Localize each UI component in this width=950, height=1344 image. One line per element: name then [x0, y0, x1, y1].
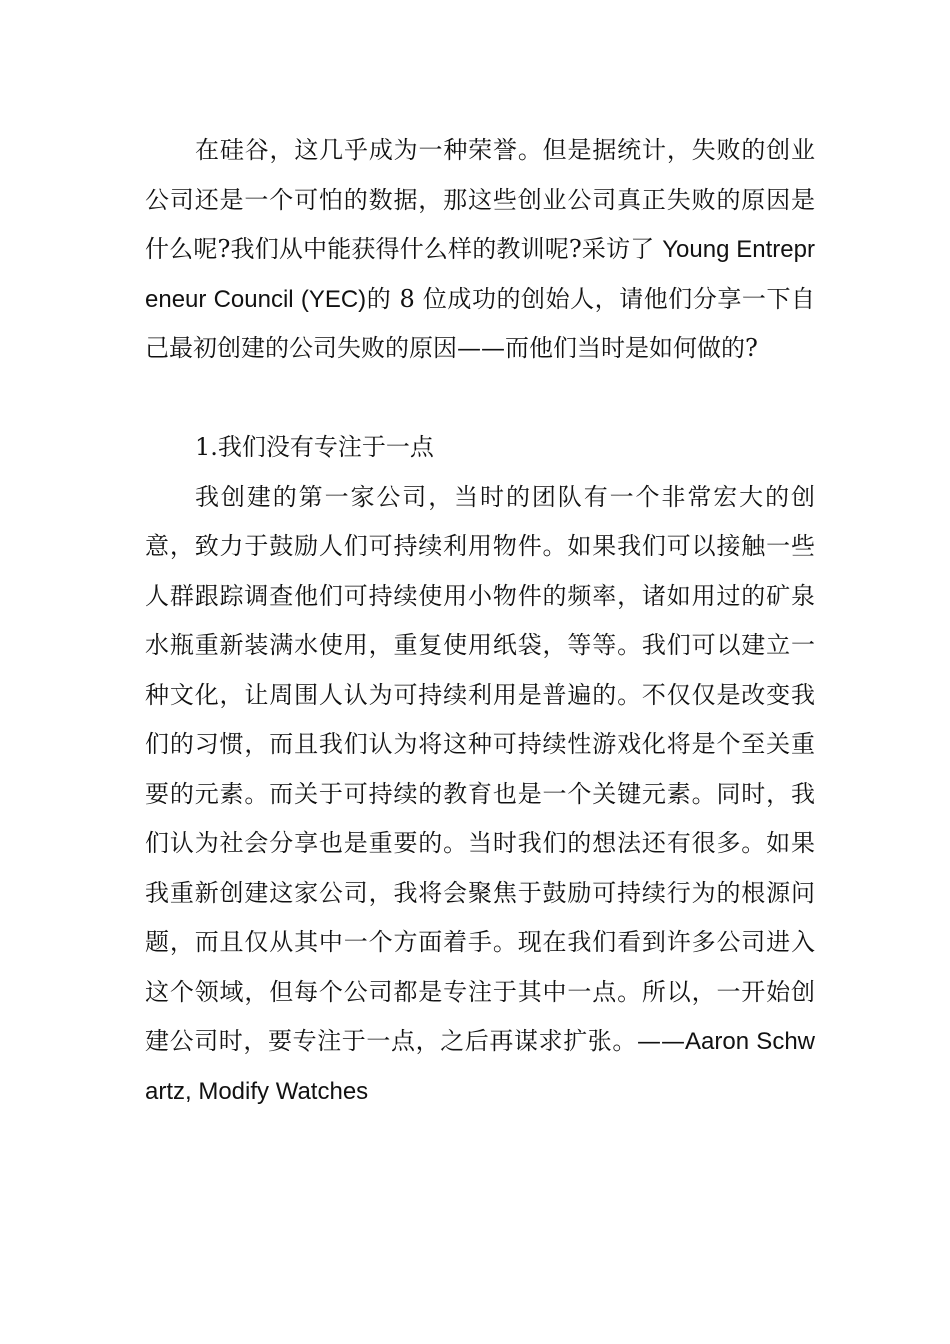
intro-text-part2: 的 8 位成功的创始人，请他们分享一下自己最初创建的公司失败的原因——而他们当时是如何做的?	[145, 284, 816, 362]
section-body-text: 我创建的第一家公司，当时的团队有一个非常宏大的创意，致力于鼓励人们可持续利用物件。如果我们可以接触一些人群跟踪调查他们可持续使用小物件的频率，诸如用过的矿泉水瓶重新装满水使用，重复使用纸袋，等等。我们可以建立一种文化，让周围人认为可持续利用是普遍的。不仅仅是改变我们的习惯，而且我们认为将这种可持续性游戏化将是个至关重要的元素。而关于可持续的教育也是一个关键元素。同时，我们认为社会分享也是重要的。当时我们的想法还有很多。如果我重新创建这家公司，我将会聚焦于鼓励可持续行为的根源问题，而且仅从其中一个方面着手。现在我们看到许多公司进入这个领域，但每个公司都是专注于其中一点。所以，一开始创建公司时，要专注于一点，之后再谋求扩张。	[145, 482, 815, 1055]
document-page	[145, 126, 815, 1116]
attribution-dash: ——	[637, 1027, 685, 1055]
intro-paragraph	[145, 126, 815, 374]
intro-text-part1: 在硅谷，这几乎成为一种荣誉。但是据统计，失败的创业公司还是一个可怕的数据，那这些创业公司真正失败的原因是什么呢?我们从中能获得什么样的教训呢?采访了	[145, 136, 815, 263]
paragraph-spacer	[145, 374, 815, 424]
attribution-author: Aaron Schwartz, Modify Watches	[145, 1028, 815, 1105]
intro-organization-name: Young Entrepreneur Council (YEC)	[145, 236, 815, 313]
section-body-paragraph	[145, 473, 815, 1117]
section-heading: 1.我们没有专注于一点	[195, 433, 434, 461]
